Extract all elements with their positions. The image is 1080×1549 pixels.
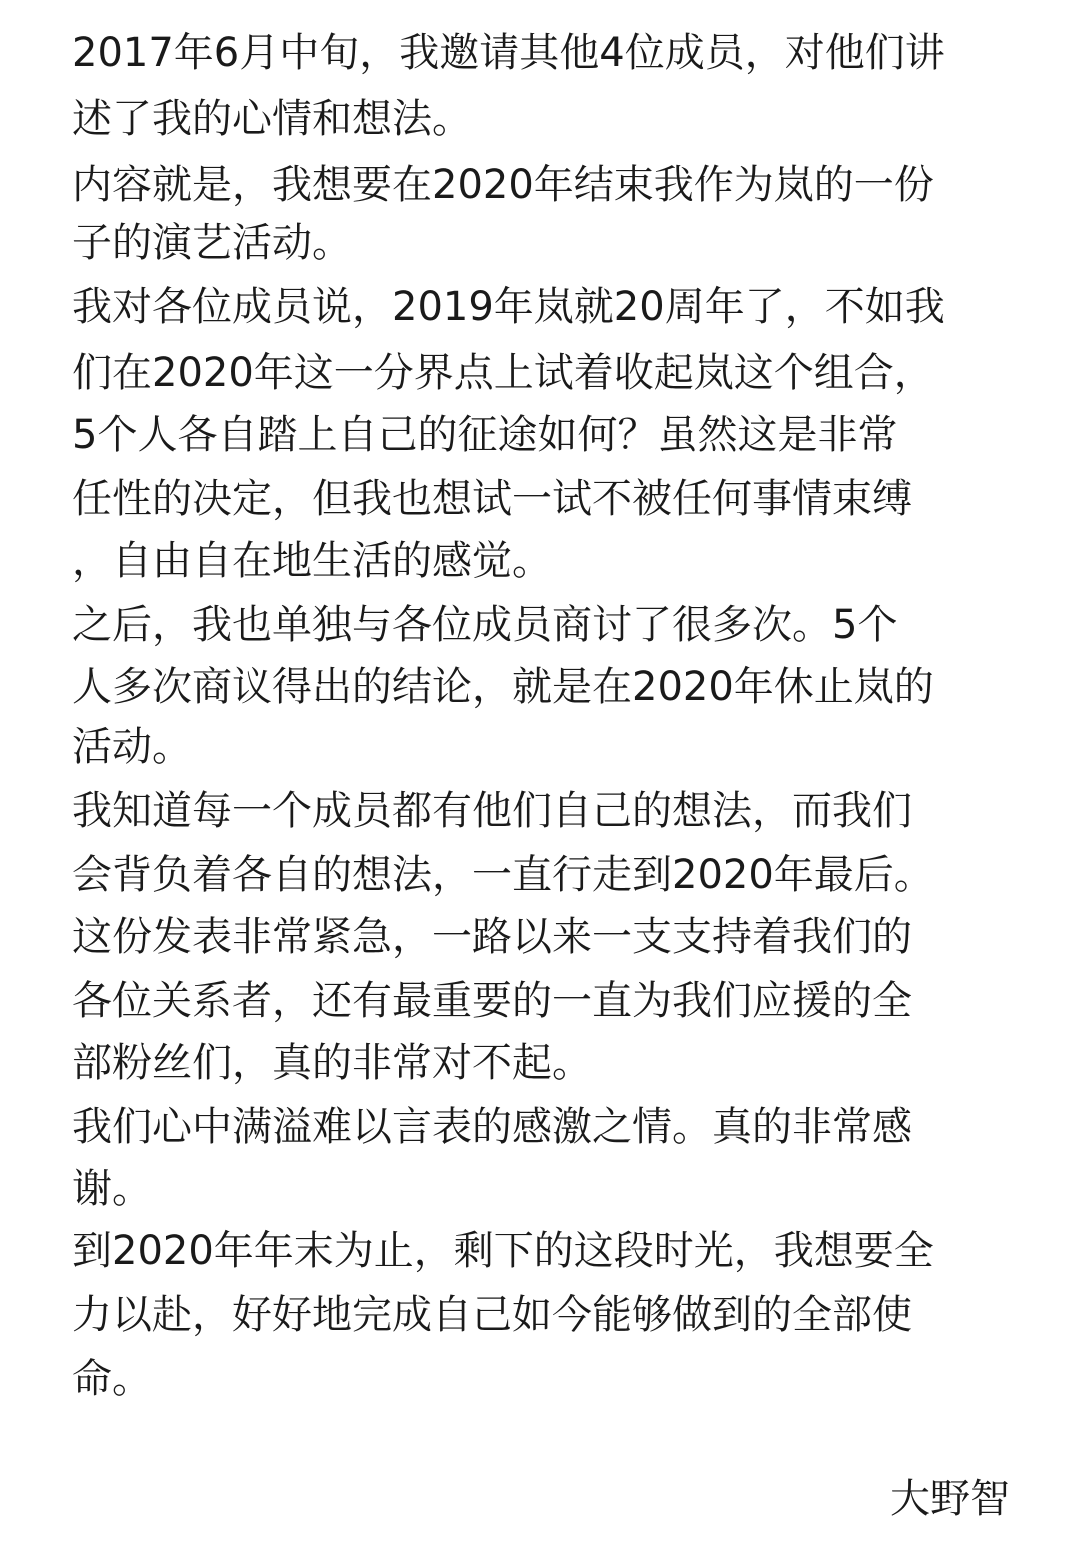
- text-line: 会背负着各自的想法，一直行走到2020年最后。: [72, 852, 934, 898]
- text-line: 活动。: [72, 724, 192, 770]
- text-line: 这份发表非常紧急，一路以来一支支持着我们的: [72, 914, 912, 960]
- text-line: 2017年6月中旬，我邀请其他4位成员，对他们讲: [72, 30, 945, 76]
- text-line: 命。: [72, 1356, 152, 1402]
- text-line: 内容就是，我想要在2020年结束我作为岚的一份: [72, 162, 934, 208]
- text-line: 我们心中满溢难以言表的感激之情。真的非常感: [72, 1104, 912, 1150]
- text-line: 谢。: [72, 1166, 152, 1212]
- text-line: 之后，我也单独与各位成员商讨了很多次。5个: [72, 602, 898, 648]
- text-line: 子的演艺活动。: [72, 220, 352, 266]
- text-line: 力以赴，好好地完成自己如今能够做到的全部使: [72, 1292, 912, 1338]
- text-line: ，自由自在地生活的感觉。: [72, 538, 552, 584]
- text-line: 们在2020年这一分界点上试着收起岚这个组合，: [72, 350, 934, 396]
- text-line: 5个人各自踏上自己的征途如何？虽然这是非常: [72, 412, 898, 458]
- text-line: 到2020年年末为止，剩下的这段时光，我想要全: [72, 1228, 934, 1274]
- text-line: 人多次商议得出的结论，就是在2020年休止岚的: [72, 664, 934, 710]
- text-line: 我对各位成员说，2019年岚就20周年了，不如我: [72, 284, 945, 330]
- text-line: 我知道每一个成员都有他们自己的想法，而我们: [72, 788, 912, 834]
- text-line: 部粉丝们，真的非常对不起。: [72, 1040, 592, 1086]
- text-line: 述了我的心情和想法。: [72, 96, 472, 142]
- signature: 大野智: [890, 1476, 1010, 1522]
- text-line: 任性的决定，但我也想试一试不被任何事情束缚: [72, 476, 912, 522]
- text-line: 各位关系者，还有最重要的一直为我们应援的全: [72, 978, 912, 1024]
